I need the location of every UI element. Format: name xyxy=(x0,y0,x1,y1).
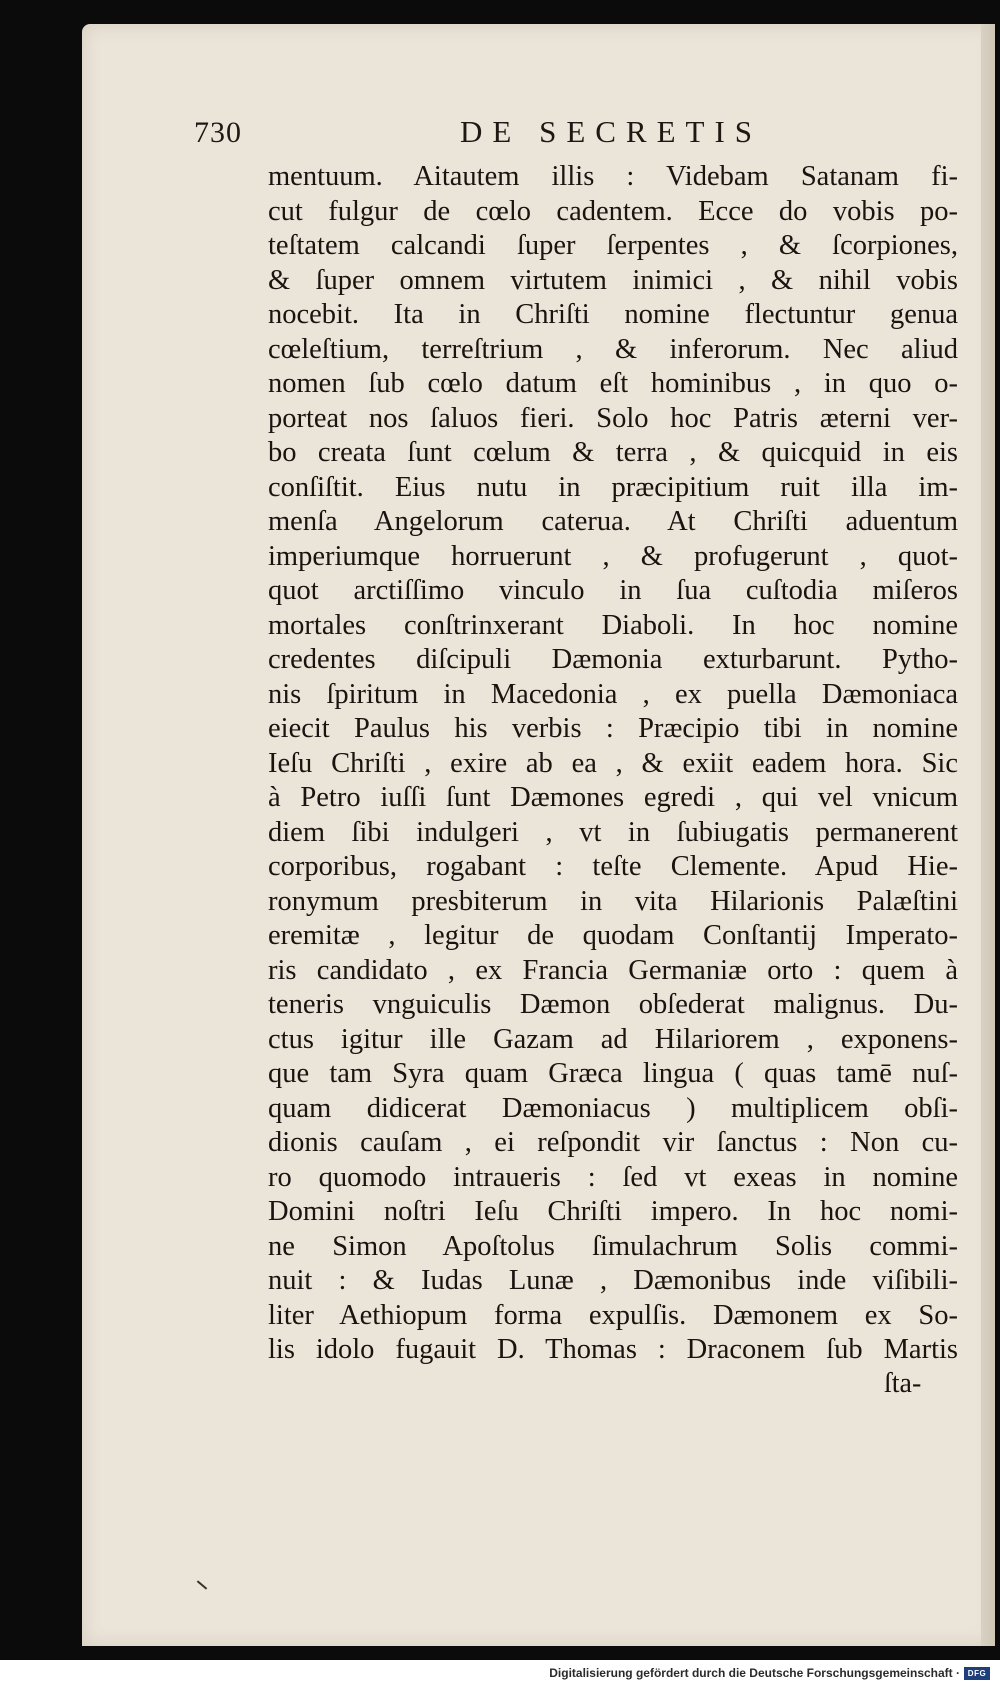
text-line: que tam Syra quam Græca lingua ( quas tamē nuſ- xyxy=(268,1058,958,1089)
text-line: quam didicerat Dæmoniacus ) multiplicem obſi- xyxy=(268,1092,958,1124)
text-line: à Petro iuſſi ſunt Dæmones egredi , qui vel vnicum xyxy=(268,782,958,813)
text-line: conſiſtit. Eius nutu in præcipitium ruit illa im- xyxy=(268,471,958,503)
text-line: quot arctiſſimo vinculo in ſua cuſtodia miſeros xyxy=(268,575,958,606)
digitization-credit xyxy=(549,1663,990,1683)
text-line: nomen ſub cœlo datum eſt hominibus , in quo o- xyxy=(268,368,958,399)
page-edge xyxy=(981,24,995,1646)
text-line: diem ſibi indulgeri , vt in ſubiugatis permanerent xyxy=(268,816,958,848)
text-line: eiecit Paulus his verbis : Præcipio tibi in nomine xyxy=(268,713,958,744)
text-line: nis ſpiritum in Macedonia , ex puella Dæmoniaca xyxy=(268,678,958,710)
text-line: dionis cauſam , ei reſpondit vir ſanctus : Non cu- xyxy=(268,1127,958,1158)
text-line: liter Aethiopum forma expulſis. Dæmonem ex So- xyxy=(268,1299,958,1331)
text-line: eremitæ , legitur de quodam Conſtantij Imperato- xyxy=(268,920,958,951)
text-line: corporibus, rogabant : teſte Clemente. Apud Hie- xyxy=(268,851,958,882)
text-line: ctus igitur ille Gazam ad Hilariorem , exponens- xyxy=(268,1023,958,1055)
dfg-logo: DFG xyxy=(964,1667,990,1680)
catchword: ſta- xyxy=(884,1368,922,1399)
text-line: mentuum. Aitautem illis : Videbam Satanam fi- xyxy=(268,161,958,192)
text-line: ronymum presbiterum in vita Hilarionis Palæſtini xyxy=(268,885,958,917)
text-line: & ſuper omnem virtutem inimici , & nihil vobis xyxy=(268,264,958,296)
text-line: ris candidato , ex Francia Germaniæ orto : quem à xyxy=(268,954,958,986)
text-line: imperiumque horruerunt , & profugerunt , quot- xyxy=(268,540,958,572)
body-text xyxy=(268,160,958,1368)
text-line: credentes diſcipuli Dæmonia exturbarunt. Pytho- xyxy=(268,644,958,675)
text-line: ne Simon Apoſtolus ſimulachrum Solis commi- xyxy=(268,1230,958,1262)
page-header xyxy=(194,112,794,156)
text-line: menſa Angelorum caterua. At Chriſti aduentum xyxy=(268,506,958,537)
text-line: lis idolo fugauit D. Thomas : Draconem ſub Martis xyxy=(268,1334,958,1365)
text-line: Ieſu Chriſti , exire ab ea , & exiit eadem hora. Sic xyxy=(268,747,958,779)
running-title: DE SECRETIS xyxy=(460,114,763,149)
text-line: teneris vnguiculis Dæmon obſederat malignus. Du- xyxy=(268,989,958,1020)
text-line: ro quomodo intraueris : ſed vt exeas in nomine xyxy=(268,1161,958,1193)
text-line: porteat nos ſaluos fieri. Solo hoc Patris æterni ver- xyxy=(268,402,958,434)
text-line: teſtatem calcandi ſuper ſerpentes , & ſcorpiones, xyxy=(268,230,958,261)
text-line: cœleſtium, terreſtrium , & inferorum. Nec aliud xyxy=(268,333,958,365)
credit-text: Digitalisierung gefördert durch die Deutsche Forschungsgemeinschaft · xyxy=(549,1666,960,1680)
text-line: nuit : & Iudas Lunæ , Dæmonibus inde viſibili- xyxy=(268,1265,958,1296)
text-line: cut fulgur de cœlo cadentem. Ecce do vobis po- xyxy=(268,195,958,227)
text-line: nocebit. Ita in Chriſti nomine flectuntur genua xyxy=(268,299,958,330)
text-line: bo creata ſunt cœlum & terra , & quicquid in eis xyxy=(268,437,958,468)
text-line: mortales conſtrinxerant Diaboli. In hoc nomine xyxy=(268,609,958,641)
text-line: Domini noſtri Ieſu Chriſti impero. In hoc nomi- xyxy=(268,1196,958,1227)
page-number: 730 xyxy=(194,116,242,149)
